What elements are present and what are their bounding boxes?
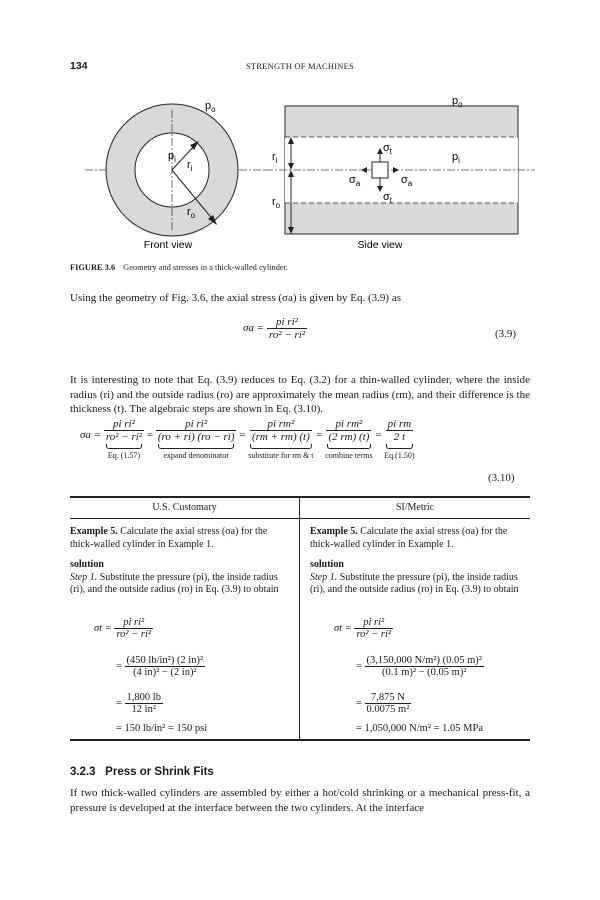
eq310-term-2-num: pi ri² [156,418,237,431]
page-number: 134 [70,60,88,72]
stress-element [372,162,388,178]
po-label-side: $p_o$ [452,95,463,109]
figure-caption-text: Geometry and stresses in a thick-walled cylinder. [123,263,289,272]
eq310-term-4-num: pi rm² [326,418,371,431]
paragraph-intro: Using the geometry of Fig. 3.6, the axial stress (σa) is given by Eq. (3.9) as [70,292,401,304]
section-heading [70,766,214,778]
paragraph-thin-wall: It is interesting to note that Eq. (3.9) reduces to Eq. (3.2) for a thin-walled cylinder, where the inside radius (ri) and the outside radius (ro) are approximately the mean radius (rm), and their difference is the thickness (t). The algebraic steps are shown in Eq. (3.10). [70,374,530,415]
running-title: STRENGTH OF MACHINES [246,61,354,71]
eq310-term-1-num: pi ri² [104,418,144,431]
eq310-term-4 [325,418,372,460]
po-label-front: $p_o$ [205,100,216,114]
eq310-term-1-label: Eq. (1.57) [107,451,141,460]
equation-3-9 [243,316,307,341]
si-eq-line-3: = $\frac{7,875 N}{\text{0.0075 m²}}$ [356,692,410,715]
eq310-term-5 [384,418,414,460]
ri-label-front: $r_i$ [187,159,193,173]
eq310-number: (3.10) [488,472,515,484]
eq310-term-2-label: expand denominator [163,451,229,460]
us-solution-label: solution [70,559,104,570]
eq310-lhs: σa = [80,429,102,441]
eq310-term-5-label: Eq.(1.50) [384,451,415,460]
eq310-term-4-den: (2 rm) (t) [328,431,370,443]
us-eq-line-2: = $\frac{\text{(450 lb/in²) (2 in)²}}{\text{(4 in)² − (2 in)²}}$ [116,655,204,678]
table-bottom-rule [70,739,530,741]
eq39-numerator: pi ri² [267,316,307,329]
eq39-lhs: σa = [243,322,265,335]
eq310-term-3-num: pi rm² [250,418,312,431]
eq310-term-3-label: substitute for rm & t [248,451,314,460]
us-eq-line-1: σt = $\frac{\text{pi ri²}}{\text{ro² − ri²}}$ [94,617,152,640]
eq310-term-1 [104,418,144,460]
table-header-rule [70,518,530,519]
eq310-term-2 [156,418,237,460]
ro-label-side: $r_o$ [272,196,281,210]
si-metric-header: SI/Metric [395,502,435,513]
us-result: = 150 lb/in² = 150 psi [116,723,208,734]
si-example-title: Example 5. Calculate the axial stress (σa) for the thick-walled cylinder in Example 1. [310,526,508,550]
front-view-label: Front view [143,239,193,251]
table-column-divider [299,497,300,739]
si-solution-label: solution [310,559,344,570]
figure-caption [70,263,288,272]
eq39-fraction [267,316,307,341]
eq310-term-3-den: (rm + rm) (t) [251,431,310,443]
figure-3-6 [0,80,600,262]
eq39-denominator: ro² − ri² [268,329,306,341]
paragraph-press-fits: If two thick-walled cylinders are assembled by either a hot/cold shrinking or a mechanical press-fit, a pressure is developed at the interface between the two cylinders. At the interface [70,787,530,814]
pi-label-front: $p_i$ [168,150,176,164]
sigma-t-bottom-label: $\sigma_t$ [383,191,393,205]
equation-3-10: σa = $\frac{\text{pi ri²}}{\text{ro² − ri²}}$ Eq. (1.57) = $\frac{\text{pi ri²}}{(ro + ri) (ro - ri)}$ expand denominator = $\frac{\text{pi rm²}}{(rm + rm) (t)}$ substitute for rm & t = $\frac{\text{pi rm²}}{(2 rm) (t)}$ combine terms = $\frac{\text{pi rm}}{2 t}$ Eq.(1.50) [80,418,415,460]
eq310-term-1-den: ro² − ri² [105,431,143,443]
ri-label-side: $r_i$ [272,151,278,165]
eq310-term-5-num: pi rm [387,418,412,430]
sigma-a-right-label: $\sigma_a$ [401,174,413,188]
section-number: 3.2.3 [70,766,96,778]
si-eq-line-2: = $\frac{\text{(3,150,000 N/m²) (0.05 m)²}}{\text{(0.1 m)² − (0.05 m)²}}$ [356,655,482,678]
sigma-a-left-label: $\sigma_a$ [349,174,361,188]
us-example-title: Example 5. Calculate the axial stress (σa) for the thick-walled cylinder in Example 1. [70,526,268,550]
si-eq-line-1: σt = $\frac{\text{pi ri²}}{\text{ro² − ri²}}$ [334,617,392,640]
eq310-term-5-den: 2 t [393,431,406,443]
figure-caption-label: FIGURE 3.6 [70,263,116,272]
us-eq-line-3: = $\frac{1,800 lb}{\text{12 in²}}$ [116,692,161,715]
side-view-drawing [265,106,535,234]
eq310-term-3 [248,418,313,460]
si-step-text: Step 1. Substitute the pressure (pi), the inside radius (ri), and the outside radius (ro) in Eq. (3.9) to obtain [310,571,519,595]
us-step-text: Step 1. Substitute the pressure (pi), the inside radius (ri), and the outside radius (ro) in Eq. (3.9) to obtain [70,571,279,595]
pi-label-side: $p_i$ [452,151,460,165]
section-title: Press or Shrink Fits [105,766,214,778]
us-example [70,526,292,597]
front-view-drawing [85,104,265,236]
us-customary-header: U.S. Customary [152,502,217,513]
ro-label-front: $r_o$ [187,206,196,220]
sigma-t-top-label: $\sigma_t$ [383,142,393,156]
table-top-rule [70,496,530,498]
si-example [310,526,532,597]
eq310-term-2-den: (ro + ri) (ro − ri) [157,431,235,443]
side-view-label: Side view [357,239,403,251]
eq310-term-4-label: combine terms [325,451,373,460]
si-result: = 1,050,000 N/m² = 1.05 MPa [356,723,483,734]
eq39-number: (3.9) [495,328,517,340]
